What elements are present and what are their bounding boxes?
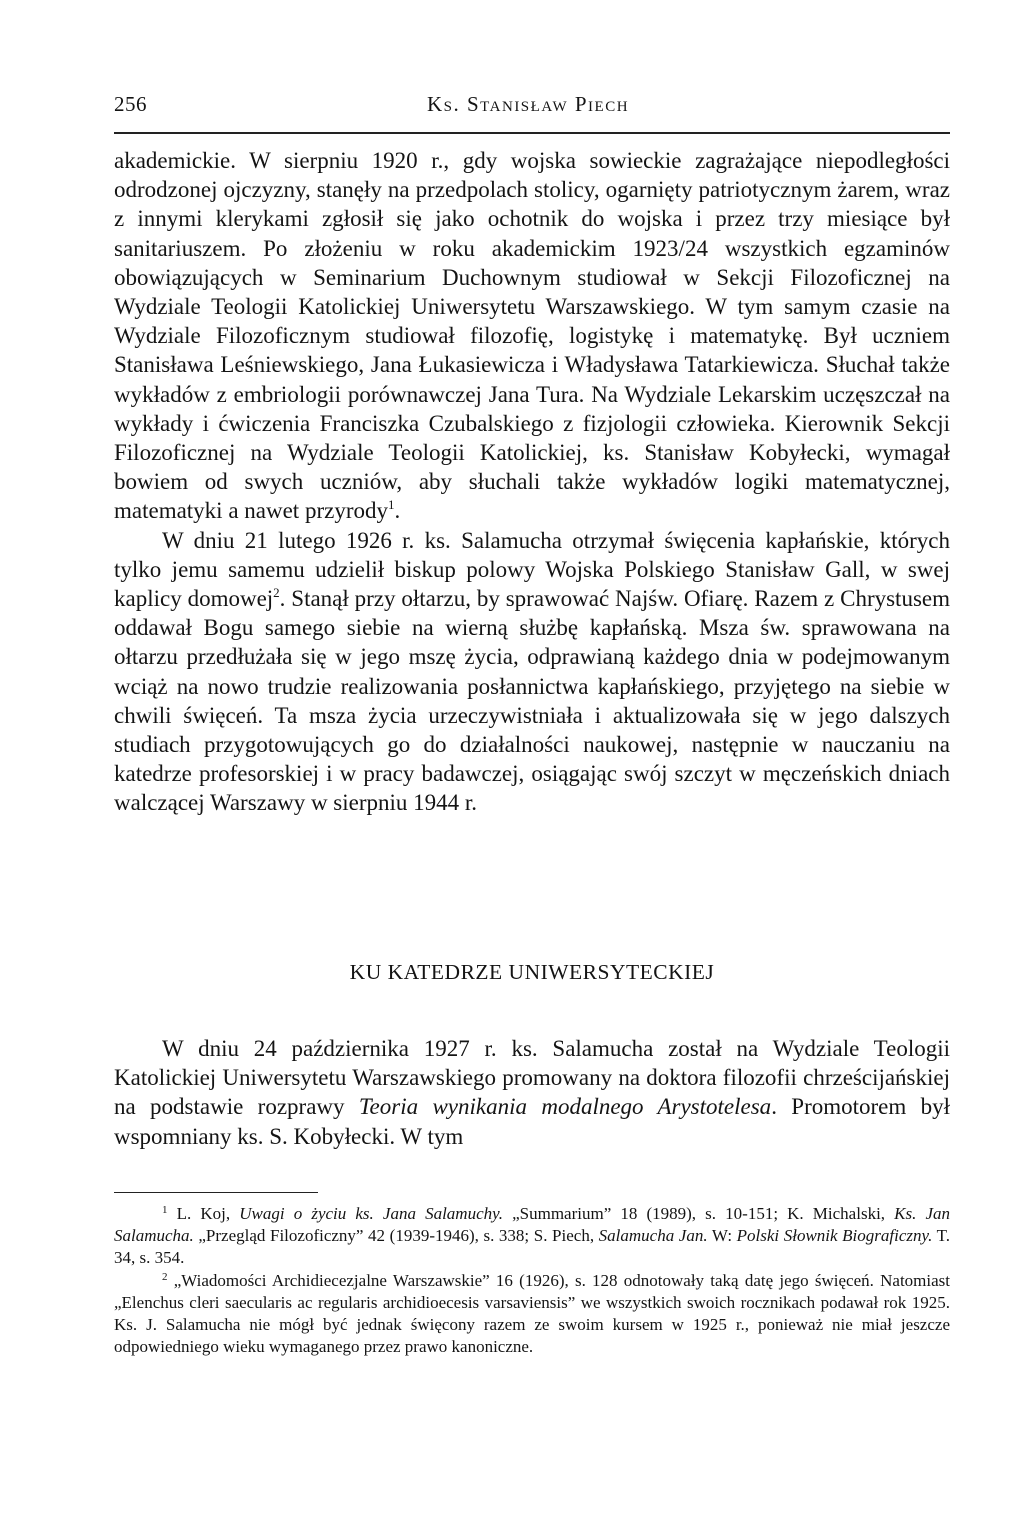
footnote-text: „Summarium” 18 (1989), s. 10-151; K. Michalski, <box>512 1204 886 1223</box>
main-text-2 <box>114 1034 950 1151</box>
footnote-text: W: <box>711 1226 733 1246</box>
footnote-number: 2 <box>162 1270 168 1283</box>
footnote-1 <box>114 1203 950 1270</box>
paragraph-text: W dniu 24 października 1927 r. ks. Salamucha został na Wydziale Teologii Katolickiej Uniwersytetu Warszawskiego promowany na doktora filozofii chrześcijańskiej na podstawie rozprawy <box>114 1036 950 1120</box>
paragraph-end: . <box>394 498 401 524</box>
footnote-number: 1 <box>162 1204 168 1216</box>
footnote-text: L. Koj, <box>176 1204 231 1223</box>
footnote-text: „Przegląd Filozoficzny” 42 (1939-1946), s. 338; S. Piech, <box>198 1226 595 1246</box>
book-title: Teoria wynikania modalnego Arystotelesa <box>358 1094 772 1120</box>
running-header <box>114 92 950 134</box>
running-head-title: Ks. Stanisław Piech <box>427 92 630 116</box>
footnote-italic: Polski Słownik Biograficzny. <box>736 1226 933 1246</box>
paragraph-text: akademickie. W sierpniu 1920 r., gdy wojska sowieckie zagrażające niepodległości odrodzonej ojczyzny, stanęły na przedpolach stolicy, ogarnięty patriotycznym żarem, wraz z innymi klerykami zgłosił się jako ochotnik do wojska i przez trzy miesiące był sanitariuszem. Po złożeniu w roku akademickim 1923/24 wszystkich egzaminów obowiązujących w Seminarium Duchownym studiował w Sekcji Filozoficznej na Wydziale Teologii Katolickiej Uniwersytetu Warszawskiego. W tym samym czasie na Wydziale Filozoficznym studiował filozofię, logistykę i matematykę. Był uczniem Stanisława Leśniewskiego, Jana Łukasiewicza i Władysława Tatarkiewicza. Słuchał także wykładów z embriologii porównawczej Jana Tura. Na Wydziale Lekarskim uczęszczał na wykłady i ćwiczenia Franciszka Czubalskiego z fizjologii człowieka. Kierownik Sekcji Filozoficznej na Wydziale Teologii Katolickiej, ks. Stanisław Kobyłecki, wymagał bowiem od swych uczniów, aby słuchali także wykładów logiki matematycznej, matematyki a nawet przyrody <box>114 148 950 524</box>
footnote-italic: Ks. Jan Salamucha. <box>114 1204 951 1246</box>
footnote-text: T. 34, s. 354. <box>114 1226 951 1268</box>
paragraph-text: W dniu 21 lutego 1926 r. ks. Salamucha otrzymał święcenia kapłańskie, których tylko jemu samemu udzielił biskup polowy Wojska Polskiego Stanisław Gall, w swej kaplicy domowej <box>114 527 950 612</box>
paragraph <box>114 146 950 526</box>
footnote-italic: Salamucha Jan. <box>598 1226 708 1246</box>
main-text <box>114 146 950 818</box>
footnote-text: „Wiadomości Archidiecezjalne Warszawskie” 16 (1926), s. 128 odnotowały taką datę jego święceń. Natomiast „Elenchus cleri saecularis ac regularis archidioecesis varsaviensis” we wszystkich swoich rocznikach podawał rok 1925. Ks. J. Salamucha nie mógł być jednak święcony razem ze swoim kursem w 1925 r., ponieważ nie miał jeszcze odpowiedniego wieku wymaganego przez prawo kanoniczne. <box>114 1270 950 1357</box>
footnote-2 <box>114 1270 950 1359</box>
footnotes <box>114 1203 950 1358</box>
paragraph-text: . Promotorem był wspomniany ks. S. Kobyłecki. W tym <box>114 1094 951 1149</box>
paragraph <box>114 526 950 818</box>
footnote-ref: 1 <box>387 497 395 513</box>
footnote-separator <box>114 1192 318 1193</box>
footnote-italic: Uwagi o życiu ks. Jana Salamuchy. <box>239 1204 503 1223</box>
page-number: 256 <box>114 92 147 116</box>
footnote-ref: 2 <box>273 585 280 601</box>
paragraph <box>114 1034 950 1151</box>
paragraph-text: . Stanął przy ołtarzu, by sprawować Najśw. Ofiarę. Razem z Chrystusem oddawał Bogu samego siebie na wierną służbę kapłańską. Msza św. sprawowana na ołtarzu przedłużała się w jego mszę życia, odprawianą każdego dnia w podejmowanym wciąż na nowo trudzie realizowania posłannictwa kapłańskiego, przyjętego na siebie w chwili święceń. Ta msza życia urzeczywistniała i aktualizowała się w jego dalszych studiach przygotowujących go do działalności naukowej, następnie w nauczaniu na katedrze profesorskiej i w pracy badawczej, osiągając swój szczyt w męczeńskich dniach walczącej Warszawy w sierpniu 1944 r. <box>114 586 950 816</box>
section-heading: KU KATEDRZE UNIWERSYTECKIEJ <box>349 960 715 984</box>
